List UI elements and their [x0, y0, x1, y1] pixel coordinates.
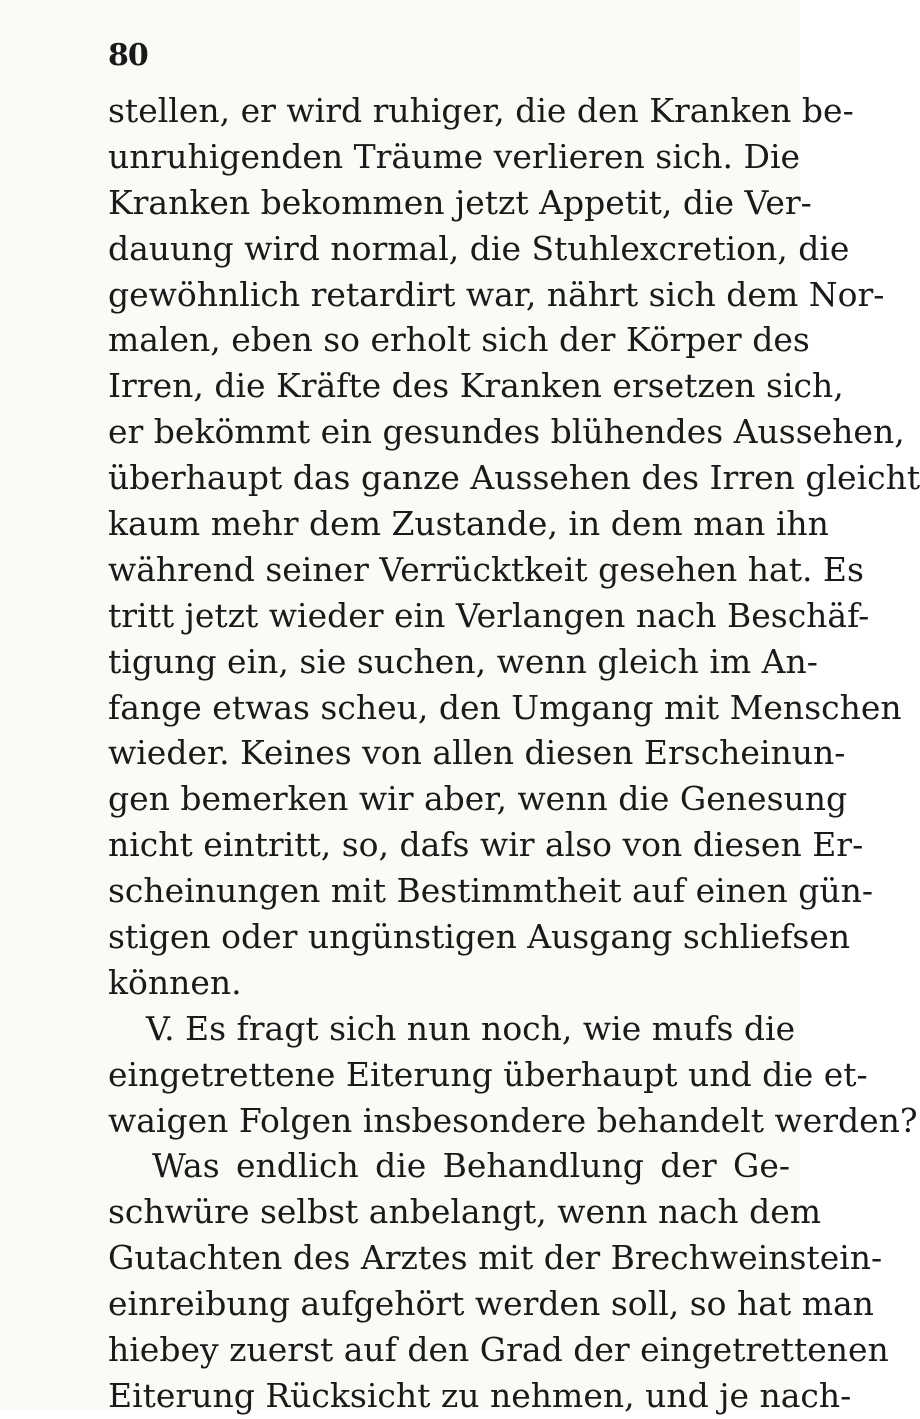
text-line: scheinungen mit Bestimmtheit auf einen gün-	[108, 871, 873, 911]
text-line: unruhigenden Träume verlieren sich. Die	[108, 136, 801, 176]
text-line: kaum mehr dem Zustande, in dem man ihn	[108, 504, 829, 544]
text-line: tigung ein, sie suchen, wenn gleich im An-	[108, 641, 818, 681]
text-line: Irren, die Kräfte des Kranken ersetzen sich,	[108, 366, 844, 406]
text-line: überhaupt das ganze Aussehen des Irren gleicht	[108, 458, 920, 498]
text-line: Gutachten des Arztes mit der Brechweinstein-	[108, 1238, 883, 1278]
text-line: stigen oder ungünstigen Ausgang schliefsen	[108, 917, 851, 957]
text-line: waigen Folgen insbesondere behandelt werden?	[108, 1100, 918, 1140]
text-line: Kranken bekommen jetzt Appetit, die Ver-	[108, 182, 812, 222]
text-line: er bekömmt ein gesundes blühendes Aussehen,	[108, 412, 905, 452]
text-line: hiebey zuerst auf den Grad der eingetrettenen	[108, 1330, 889, 1370]
text-line: nicht eintritt, so, dafs wir also von diesen Er-	[108, 825, 864, 865]
text-line: dauung wird normal, die Stuhlexcretion, die	[108, 228, 850, 268]
text-line: gewöhnlich retardirt war, nährt sich dem Nor-	[108, 274, 885, 314]
text-line: tritt jetzt wieder ein Verlangen nach Beschäf-	[108, 595, 870, 635]
text-line: wieder. Keines von allen diesen Erscheinun-	[108, 733, 846, 773]
text-line: Eiterung Rücksicht zu nehmen, und je nach-	[108, 1375, 852, 1415]
text-line: schwüre selbst anbelangt, wenn nach dem	[108, 1192, 822, 1232]
text-line: gen bemerken wir aber, wenn die Genesung	[108, 779, 848, 819]
text-line: eingetrettene Eiterung überhaupt und die et-	[108, 1054, 868, 1094]
paragraph-start-line: Was endlich die Behandlung der Ge-	[152, 1146, 790, 1186]
page-number: 80	[108, 38, 148, 73]
text-line: malen, eben so erholt sich der Körper des	[108, 320, 810, 360]
text-line: einreibung aufgehört werden soll, so hat man	[108, 1284, 874, 1324]
body-text	[108, 88, 920, 1419]
section-start-line: V. Es fragt sich nun noch, wie mufs die	[146, 1008, 796, 1048]
text-line: stellen, er wird ruhiger, die den Kranken be-	[108, 91, 854, 130]
text-line: während seiner Verrücktkeit gesehen hat. Es	[108, 549, 864, 589]
text-line: können.	[108, 962, 242, 1002]
text-line: fange etwas scheu, den Umgang mit Menschen	[108, 687, 902, 727]
